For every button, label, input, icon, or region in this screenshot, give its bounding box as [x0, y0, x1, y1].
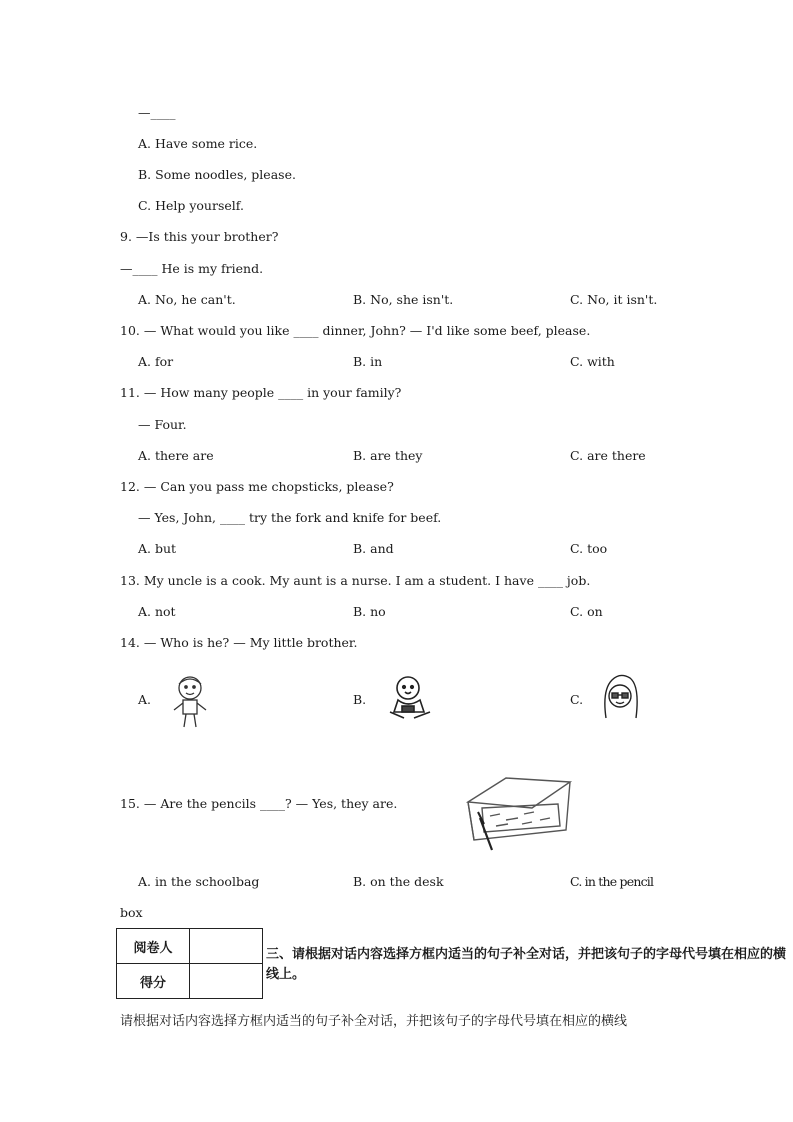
section-three-instruction: 请根据对话内容选择方框内适当的句子补全对话，并把该句子的字母代号填在相应的横线	[120, 1014, 628, 1029]
q11-reply: — Four.	[138, 417, 187, 432]
q13-option-b: B. no	[353, 604, 386, 619]
boy-sketch-icon	[166, 672, 214, 730]
q12-stem: 12. — Can you pass me chopsticks, please?	[120, 479, 394, 494]
baby-sketch-icon	[384, 674, 434, 722]
q9-stem: 9. —Is this your brother?	[120, 229, 279, 244]
q9-option-b: B. No, she isn't.	[353, 292, 454, 307]
q9-option-a: A. No, he can't.	[138, 292, 236, 307]
q15-option-c: C. in the pencil	[570, 874, 654, 889]
q12-option-b: B. and	[353, 541, 394, 556]
score-value-cell	[190, 964, 263, 999]
q13-option-c: C. on	[570, 604, 603, 619]
q9-option-c: C. No, it isn't.	[570, 292, 658, 307]
q8-option-a: A. Have some rice.	[138, 136, 258, 151]
q14-option-b: B.	[353, 692, 367, 707]
q14-option-c: C.	[570, 692, 584, 707]
pencil-box-sketch-icon	[462, 768, 576, 860]
q15-option-b: B. on the desk	[353, 874, 444, 889]
q15-option-c-wrap: box	[120, 905, 143, 920]
q9-reply: —____ He is my friend.	[120, 261, 264, 276]
q14-stem: 14. — Who is he? — My little brother.	[120, 635, 358, 650]
q12-reply: — Yes, John, ____ try the fork and knife for beef.	[138, 510, 442, 525]
girl-sketch-icon	[598, 670, 642, 726]
score-label: 得分	[117, 964, 190, 999]
section-three-title: 三、请根据对话内容选择方框内适当的句子补全对话，并把该句子的字母代号填在相应的横线上。	[266, 947, 787, 982]
reviewer-label: 阅卷人	[117, 929, 190, 964]
q15-stem: 15. — Are the pencils ____? — Yes, they are.	[120, 796, 398, 811]
q13-option-a: A. not	[138, 604, 176, 619]
q11-option-a: A. there are	[138, 448, 214, 463]
q14-option-a: A.	[138, 692, 152, 707]
q11-option-c: C. are there	[570, 448, 646, 463]
q12-option-a: A. but	[138, 541, 177, 556]
q11-stem: 11. — How many people ____ in your family?	[120, 385, 402, 400]
q10-option-a: A. for	[138, 354, 174, 369]
q10-option-b: B. in	[353, 354, 383, 369]
q8-option-b: B. Some noodles, please.	[138, 167, 296, 182]
q15-option-a: A. in the schoolbag	[138, 874, 260, 889]
q8-answer-blank: —____	[138, 105, 176, 120]
q11-option-b: B. are they	[353, 448, 423, 463]
q10-option-c: C. with	[570, 354, 615, 369]
q13-stem: 13. My uncle is a cook. My aunt is a nurse. I am a student. I have ____ job.	[120, 573, 591, 588]
q12-option-c: C. too	[570, 541, 608, 556]
score-table	[116, 928, 263, 999]
q8-option-c: C. Help yourself.	[138, 198, 244, 213]
q10-stem: 10. — What would you like ____ dinner, John? — I'd like some beef, please.	[120, 323, 591, 338]
reviewer-value-cell	[190, 929, 263, 964]
